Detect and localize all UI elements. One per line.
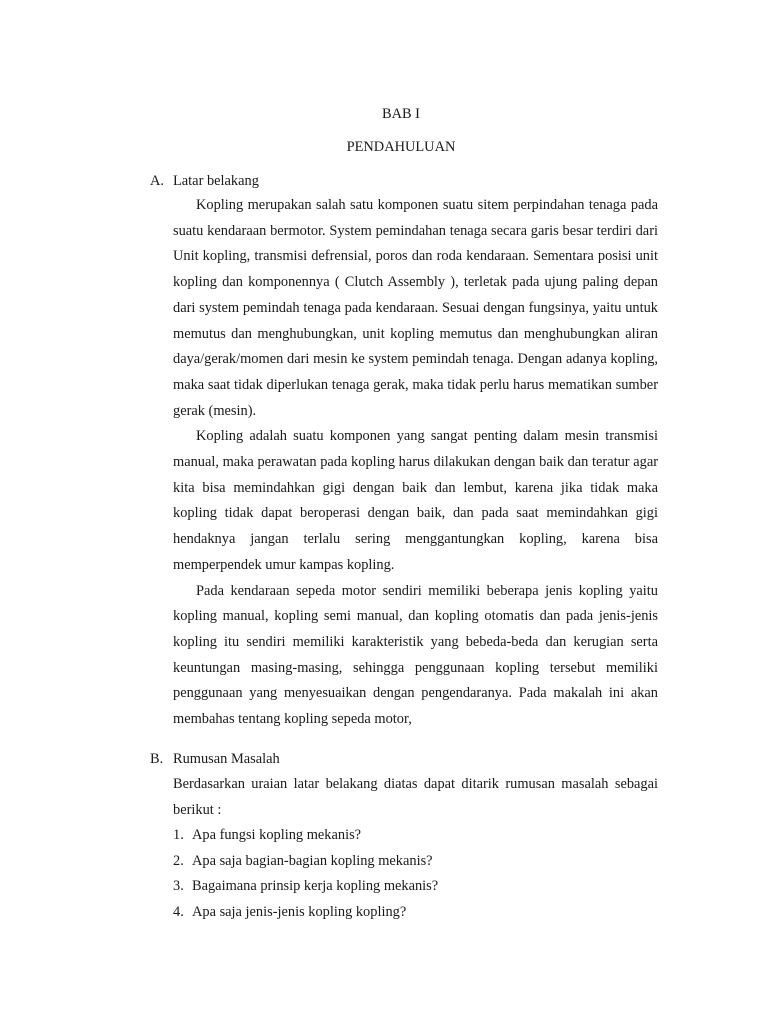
question-list xyxy=(173,823,438,926)
section-b-intro: Berdasarkan uraian latar belakang diatas dapat ditarik rumusan masalah sebagai berikut : xyxy=(173,776,658,818)
list-item-number: 1. xyxy=(173,827,184,843)
paragraph: Kopling adalah suatu komponen yang sangat penting dalam mesin transmisi manual, maka perawatan pada kopling harus dilakukan dengan baik dan teratur agar kita bisa memindahkan gigi dengan baik dan lembut, karena jika tidak maka kopling tidak dapat beroperasi dengan baik, dan pada saat memindahkan gigi hendaknya jangan terlalu sering menggantungkan kopling, karena bisa memperpendek umur kampas kopling. xyxy=(173,428,658,573)
section-a-body xyxy=(173,193,658,733)
list-item-text: Apa saja bagian-bagian kopling mekanis? xyxy=(192,852,433,869)
section-b-heading xyxy=(150,750,280,768)
section-a-letter: A. xyxy=(150,173,164,189)
list-item-number: 4. xyxy=(173,904,184,921)
list-item-text: Apa fungsi kopling mekanis? xyxy=(192,827,362,843)
section-a-title: Latar belakang xyxy=(173,173,259,189)
section-b-title: Rumusan Masalah xyxy=(173,751,280,767)
list-item xyxy=(173,823,438,849)
list-item-text: Bagaimana prinsip kerja kopling mekanis? xyxy=(192,878,439,895)
list-item xyxy=(173,849,438,875)
list-item xyxy=(173,874,438,900)
section-a-heading xyxy=(150,172,259,190)
list-item-text: Apa saja jenis-jenis kopling kopling? xyxy=(192,904,407,921)
section-b-body xyxy=(173,772,658,823)
section-b-letter: B. xyxy=(150,751,164,767)
list-item-number: 3. xyxy=(173,878,184,895)
paragraph: Kopling merupakan salah satu komponen suatu sitem perpindahan tenaga pada suatu kendaraan bermotor. System pemindahan tenaga secara garis besar terdiri dari Unit kopling, transmisi defrensial, poros dan roda kendaraan. Sementara posisi unit kopling dan komponennya ( Clutch Assembly ), terletak pada ujung paling depan dari system pemindah tenaga pada kendaraan. Sesuai dengan fungsinya, yaitu untuk memutus dan menghubungkan, unit kopling memutus dan menghubungkan aliran daya/gerak/momen dari mesin ke system pemindah tenaga. Dengan adanya kopling, maka saat tidak diperlukan tenaga gerak, maka tidak perlu harus mematikan sumber gerak (mesin). xyxy=(173,197,658,419)
paragraph: Pada kendaraan sepeda motor sendiri memiliki beberapa jenis kopling yaitu kopling manual, kopling semi manual, dan kopling otomatis dan pada jenis-jenis kopling itu sendiri memiliki karakteristik yang bebeda-beda dan kerugian serta keuntungan masing-masing, sehingga penggunaan kopling tersebut memiliki penggunaan yang menyesuaikan dengan pengendaranya. Pada makalah ini akan membahas tentang kopling sepeda motor, xyxy=(173,582,658,728)
chapter-title: PENDAHULUAN xyxy=(346,139,456,155)
list-item xyxy=(173,900,438,926)
list-item-number: 2. xyxy=(173,852,184,869)
chapter-label: BAB I xyxy=(382,106,420,122)
